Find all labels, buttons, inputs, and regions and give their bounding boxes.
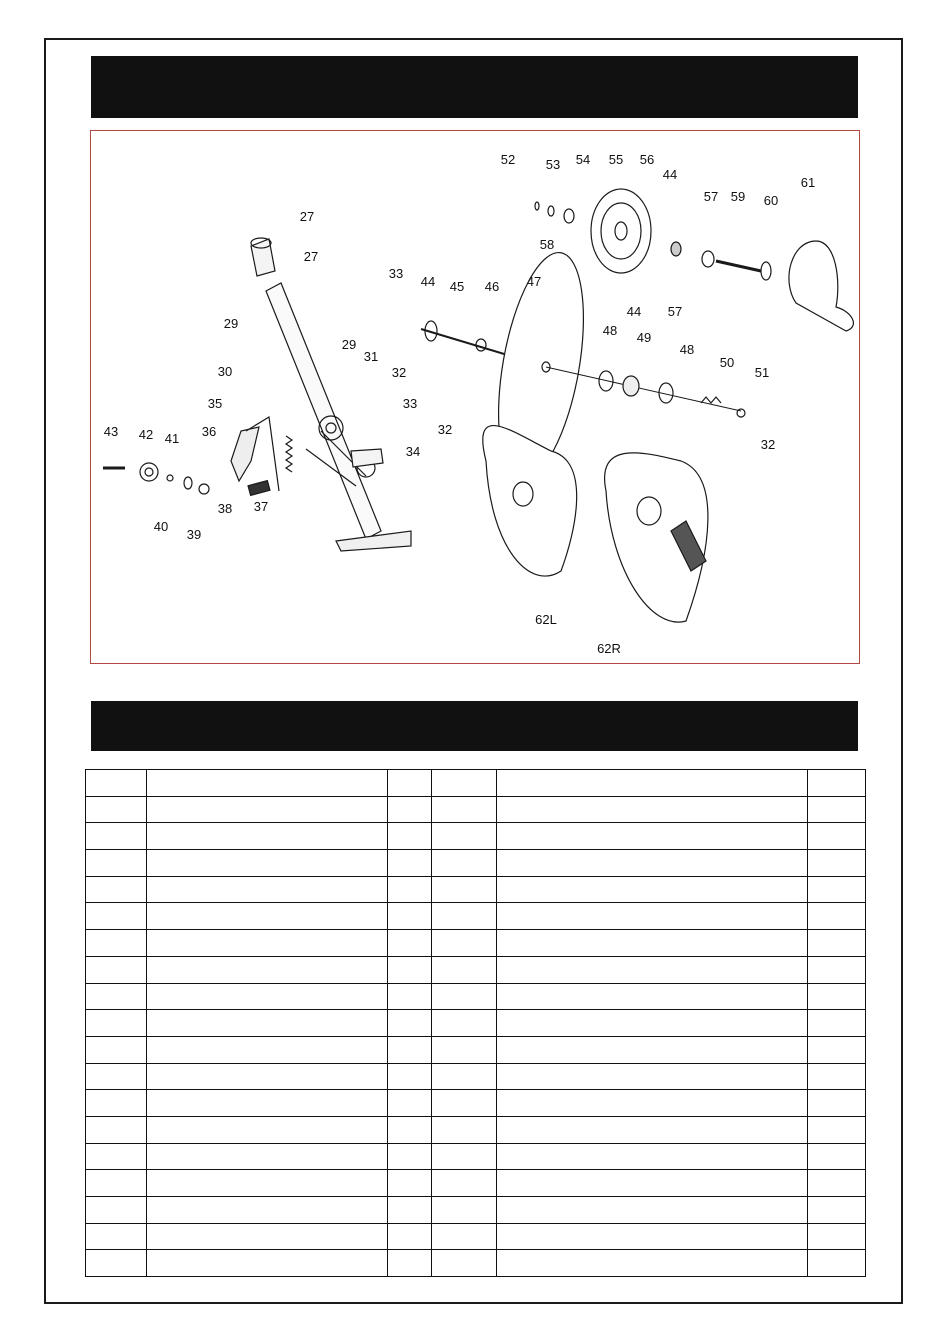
part-label: 44 — [420, 274, 436, 289]
table-cell — [432, 876, 497, 903]
part-label: 29 — [341, 337, 357, 352]
table-cell — [808, 1090, 866, 1117]
part-label: 62R — [597, 641, 621, 656]
table-cell — [432, 1250, 497, 1277]
part-label: 35 — [207, 396, 223, 411]
table-cell — [147, 1116, 388, 1143]
table-cell — [388, 1036, 432, 1063]
part-label: 44 — [662, 167, 678, 182]
table-cell — [86, 1143, 147, 1170]
table-cell — [497, 770, 808, 797]
table-row — [86, 850, 866, 877]
table-cell — [497, 850, 808, 877]
part-label: 38 — [217, 501, 233, 516]
part-label: 54 — [575, 152, 591, 167]
table-row — [86, 1223, 866, 1250]
table-cell — [147, 1223, 388, 1250]
table-cell — [86, 850, 147, 877]
table-cell — [808, 823, 866, 850]
table-row — [86, 1143, 866, 1170]
table-cell — [497, 1170, 808, 1197]
table-cell — [388, 770, 432, 797]
part-label: 41 — [164, 431, 180, 446]
table-row — [86, 876, 866, 903]
table-cell — [432, 1010, 497, 1037]
part-label: 46 — [484, 279, 500, 294]
part-label: 37 — [253, 499, 269, 514]
table-cell — [432, 1170, 497, 1197]
table-cell — [497, 1250, 808, 1277]
table-cell — [86, 876, 147, 903]
table-cell — [388, 823, 432, 850]
table-cell — [147, 1197, 388, 1224]
table-cell — [147, 796, 388, 823]
table-cell — [388, 1223, 432, 1250]
part-label: 47 — [526, 274, 542, 289]
part-label: 57 — [703, 189, 719, 204]
table-cell — [388, 956, 432, 983]
table-cell — [388, 1063, 432, 1090]
part-label: 52 — [500, 152, 516, 167]
table-cell — [388, 1250, 432, 1277]
table-cell — [147, 1010, 388, 1037]
table-cell — [86, 930, 147, 957]
table-cell — [147, 930, 388, 957]
table-row — [86, 823, 866, 850]
part-label: 58 — [539, 237, 555, 252]
part-label: 45 — [449, 279, 465, 294]
table-cell — [432, 770, 497, 797]
table-cell — [808, 1223, 866, 1250]
table-cell — [147, 876, 388, 903]
table-cell — [432, 903, 497, 930]
table-cell — [497, 930, 808, 957]
table-cell — [388, 850, 432, 877]
table-cell — [86, 1090, 147, 1117]
table-row — [86, 903, 866, 930]
table-cell — [497, 796, 808, 823]
table-cell — [497, 1197, 808, 1224]
part-label: 53 — [545, 157, 561, 172]
table-row — [86, 1197, 866, 1224]
table-cell — [147, 983, 388, 1010]
table-cell — [432, 823, 497, 850]
table-cell — [86, 1197, 147, 1224]
part-label: 34 — [405, 444, 421, 459]
parts-list-header-bar — [91, 701, 858, 751]
table-row — [86, 930, 866, 957]
table-cell — [808, 930, 866, 957]
table-cell — [808, 1170, 866, 1197]
table-cell — [147, 850, 388, 877]
part-label: 60 — [763, 193, 779, 208]
table-cell — [808, 770, 866, 797]
table-cell — [388, 1170, 432, 1197]
table-cell — [808, 876, 866, 903]
part-label: 48 — [679, 342, 695, 357]
part-label: 29 — [223, 316, 239, 331]
table-cell — [147, 1250, 388, 1277]
table-cell — [147, 770, 388, 797]
part-label: 42 — [138, 427, 154, 442]
table-cell — [86, 956, 147, 983]
parts-list-table — [85, 769, 866, 1277]
table-cell — [808, 956, 866, 983]
table-row — [86, 1116, 866, 1143]
table-cell — [808, 1036, 866, 1063]
table-cell — [388, 1197, 432, 1224]
table-cell — [808, 983, 866, 1010]
table-cell — [497, 903, 808, 930]
part-label: 27 — [303, 249, 319, 264]
table-cell — [497, 1010, 808, 1037]
table-cell — [808, 796, 866, 823]
table-row — [86, 1090, 866, 1117]
table-cell — [432, 850, 497, 877]
table-cell — [147, 1036, 388, 1063]
table-cell — [808, 1010, 866, 1037]
table-cell — [147, 1143, 388, 1170]
table-cell — [86, 1170, 147, 1197]
table-cell — [432, 983, 497, 1010]
part-label: 32 — [391, 365, 407, 380]
part-label: 51 — [754, 365, 770, 380]
table-cell — [388, 1090, 432, 1117]
part-label: 32 — [760, 437, 776, 452]
part-label: 62L — [535, 612, 557, 627]
table-row — [86, 1010, 866, 1037]
table-cell — [497, 1223, 808, 1250]
part-label: 59 — [730, 189, 746, 204]
table-cell — [86, 1036, 147, 1063]
table-cell — [86, 983, 147, 1010]
table-cell — [147, 903, 388, 930]
exploded-view-svg — [91, 131, 861, 665]
table-cell — [432, 1036, 497, 1063]
part-label: 27 — [299, 209, 315, 224]
table-cell — [147, 956, 388, 983]
table-cell — [388, 903, 432, 930]
table-cell — [497, 956, 808, 983]
part-label: 40 — [153, 519, 169, 534]
table-cell — [432, 956, 497, 983]
part-label: 33 — [402, 396, 418, 411]
table-cell — [86, 770, 147, 797]
table-cell — [497, 1036, 808, 1063]
table-cell — [432, 1116, 497, 1143]
part-label: 57 — [667, 304, 683, 319]
table-cell — [388, 876, 432, 903]
table-cell — [497, 1143, 808, 1170]
part-label: 33 — [388, 266, 404, 281]
table-row — [86, 1170, 866, 1197]
table-cell — [388, 796, 432, 823]
table-cell — [86, 1116, 147, 1143]
table-cell — [388, 930, 432, 957]
part-label: 31 — [363, 349, 379, 364]
table-cell — [808, 1063, 866, 1090]
table-cell — [497, 1116, 808, 1143]
parts-table-body — [86, 770, 866, 1277]
table-cell — [432, 1197, 497, 1224]
table-cell — [432, 1063, 497, 1090]
table-row — [86, 1250, 866, 1277]
table-cell — [432, 1223, 497, 1250]
table-cell — [432, 1143, 497, 1170]
table-cell — [497, 823, 808, 850]
table-cell — [808, 903, 866, 930]
part-label: 48 — [602, 323, 618, 338]
table-cell — [388, 1116, 432, 1143]
table-row — [86, 956, 866, 983]
table-cell — [497, 1090, 808, 1117]
part-label: 43 — [103, 424, 119, 439]
part-label: 55 — [608, 152, 624, 167]
part-label: 49 — [636, 330, 652, 345]
table-cell — [432, 1090, 497, 1117]
table-cell — [147, 1063, 388, 1090]
part-label: 32 — [437, 422, 453, 437]
table-cell — [808, 1197, 866, 1224]
header-bar — [91, 56, 858, 118]
table-cell — [147, 1170, 388, 1197]
table-cell — [497, 983, 808, 1010]
part-label: 30 — [217, 364, 233, 379]
table-row — [86, 1063, 866, 1090]
table-cell — [86, 796, 147, 823]
table-cell — [86, 903, 147, 930]
table-cell — [86, 1223, 147, 1250]
table-cell — [808, 1116, 866, 1143]
table-cell — [86, 823, 147, 850]
table-cell — [497, 1063, 808, 1090]
part-label: 36 — [201, 424, 217, 439]
part-label: 44 — [626, 304, 642, 319]
table-cell — [388, 1010, 432, 1037]
part-label: 61 — [800, 175, 816, 190]
table-cell — [147, 1090, 388, 1117]
table-cell — [808, 1143, 866, 1170]
table-cell — [432, 930, 497, 957]
table-row — [86, 983, 866, 1010]
part-label: 56 — [639, 152, 655, 167]
table-cell — [86, 1010, 147, 1037]
table-cell — [388, 1143, 432, 1170]
table-cell — [86, 1250, 147, 1277]
part-label: 50 — [719, 355, 735, 370]
part-label: 39 — [186, 527, 202, 542]
table-cell — [86, 1063, 147, 1090]
table-cell — [808, 850, 866, 877]
table-cell — [808, 1250, 866, 1277]
table-cell — [497, 876, 808, 903]
table-cell — [432, 796, 497, 823]
table-row — [86, 1036, 866, 1063]
table-cell — [388, 983, 432, 1010]
exploded-view-diagram — [90, 130, 860, 664]
table-row — [86, 770, 866, 797]
table-cell — [147, 823, 388, 850]
table-row — [86, 796, 866, 823]
